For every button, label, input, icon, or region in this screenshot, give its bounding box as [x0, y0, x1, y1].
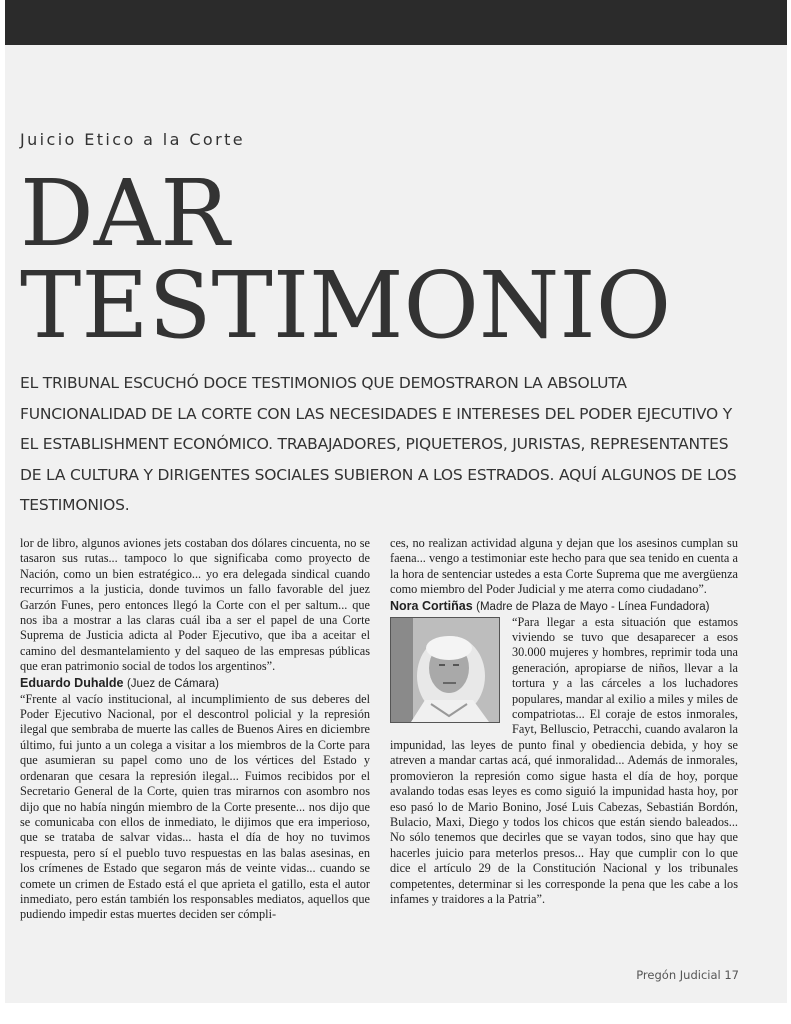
speaker-heading [390, 598, 738, 615]
publication-name: Pregón Judicial [636, 968, 721, 982]
speaker-name: Eduardo Duhalde [20, 675, 124, 690]
portrait-illustration [391, 618, 499, 722]
left-opening-paragraph: lor de libro, algunos aviones jets costaban dos dólares cincuenta, no se tasaron sus rutas... tampoco lo que significaba como proyecto de Nación, como un bien estratégico... yo era delegada sindical cuando recurrimos a la justicia, donde tuvimos un fallo favorable del juez Garzón Funes, pero entonces llegó la Corte con el per saltum... que nos iba a mostrar a las claras cuál iba a ser el papel de una Corte Suprema de Justicia adicta al Poder Ejecutivo, que iba a aceitar el camino del desmantelamiento y del saqueo de las empresas públicas que eran patrimonio social de todos los argentinos”. [20, 536, 370, 674]
scan-bottom-margin [0, 1003, 791, 1024]
speaker-name: Nora Cortiñas [390, 598, 473, 613]
left-column [20, 536, 370, 923]
portrait-photo [390, 617, 500, 723]
speaker-role: (Madre de Plaza de Mayo - Línea Fundadora) [476, 600, 710, 613]
testimony-paragraph: “Para llegar a esta situación que estamos viviendo se tuvo que desaparecer a esos 30.000 mujeres y hombres, reprimir toda una generación, apropiarse de niños, llevar a la tortura y a las cárceles a los luchadores populares, mandar al exilio a miles y miles de compatriotas... El coraje de estos inmorales, Fayt, Belluscio, Petracchi, cuando avalaron la impunidad, las leyes de punto final y obediencia debida, y hoy se atreven a mandar cartas acá, qué inmoralidad... Además de inmorales, promovieron la represión como sigue hasta el día de hoy, porque avalando todas esas leyes es como siguió la impunidad hasta hoy, por eso pasó lo de Mario Bonino, José Luis Cabezas, Sebastián Bordón, Bulacio, Maxi, Diego y todos los chicos que están siendo baleados... No sólo tenemos que decirles que se vayan todos, sino que hay que hacerles juicio para meterlos presos... Hay que cumplir con lo que dice el artículo 29 de la Constitución Nacional y los tribunales competentes, determinar si les corresponde la pena que les cabe a los infames y traidores a la Patria”. [390, 614, 738, 906]
right-continuation-paragraph: ces, no realizan actividad alguna y dejan que los asesinos cumplan su faena... vengo a testimoniar este hecho para que sea tenido en cuenta a la hora de sentenciar ustedes a esta Corte Suprema que me avergüenza como miembro del Poder Judicial y me aterra como ciudadano”. [390, 536, 738, 597]
headline-line-2: TESTIMONIO [20, 252, 672, 359]
speaker-role: (Juez de Cámara) [126, 677, 220, 690]
article-headline [20, 160, 672, 359]
page-footer [636, 968, 739, 982]
headline-line-1: DAR [20, 160, 230, 267]
testimony-paragraph: “Frente al vacío institucional, al incumplimiento de sus deberes del Poder Ejecutivo Nacional, por el descontrol policial y la represión ilegal que sembraba de muerte las calles de Buenos Aires en diciembre último, fui junto a un colega a visitar a los miembros de la Corte para que asumieran su papel como uno de los vértices del Estado y ordenaran que cesara la represión ilegal... Fuimos recibidos por el Secretario General de la Corte, quien tras mirarnos con asombro nos dijo que no había ningún miembro de la Corte presente... nos dijo que se comunicaba con ellos de inmediato, le dijimos que era imperioso, que se trataba de salvar vidas... hasta el día de hoy no tuvimos respuesta, pero sí el pueblo tuvo respuestas en las balas asesinas, en los crímenes de Estado que segaron más de veinte vidas... cuando se comete un crimen de Estado está el que aprieta el gatillo, esta el autor inmediato, pero están también los responsables mediatos, aquellos que pudiendo impedir estas muertes deciden ser cómpli- [20, 691, 370, 922]
speaker-heading [20, 675, 370, 692]
right-column [390, 536, 738, 907]
article-intro: EL TRIBUNAL ESCUCHÓ DOCE TESTIMONIOS QUE DEMOSTRARON LA ABSOLUTA FUNCIONALIDAD DE LA CORTE CON LAS NECESIDADES E INTERESES DEL PODER EJECUTIVO Y EL ESTABLISHMENT ECONÓMICO. TRABAJADORES, PIQUETEROS, JURISTAS, REPRESENTANTES DE LA CULTURA Y DIRIGENTES SOCIALES SUBIERON A LOS ESTRADOS. AQUÍ ALGUNOS DE LOS TESTIMONIOS. [20, 374, 737, 514]
section-kicker: Juicio Etico a la Corte [20, 130, 246, 149]
scan-top-band [5, 0, 787, 45]
page-number: 17 [724, 968, 739, 982]
